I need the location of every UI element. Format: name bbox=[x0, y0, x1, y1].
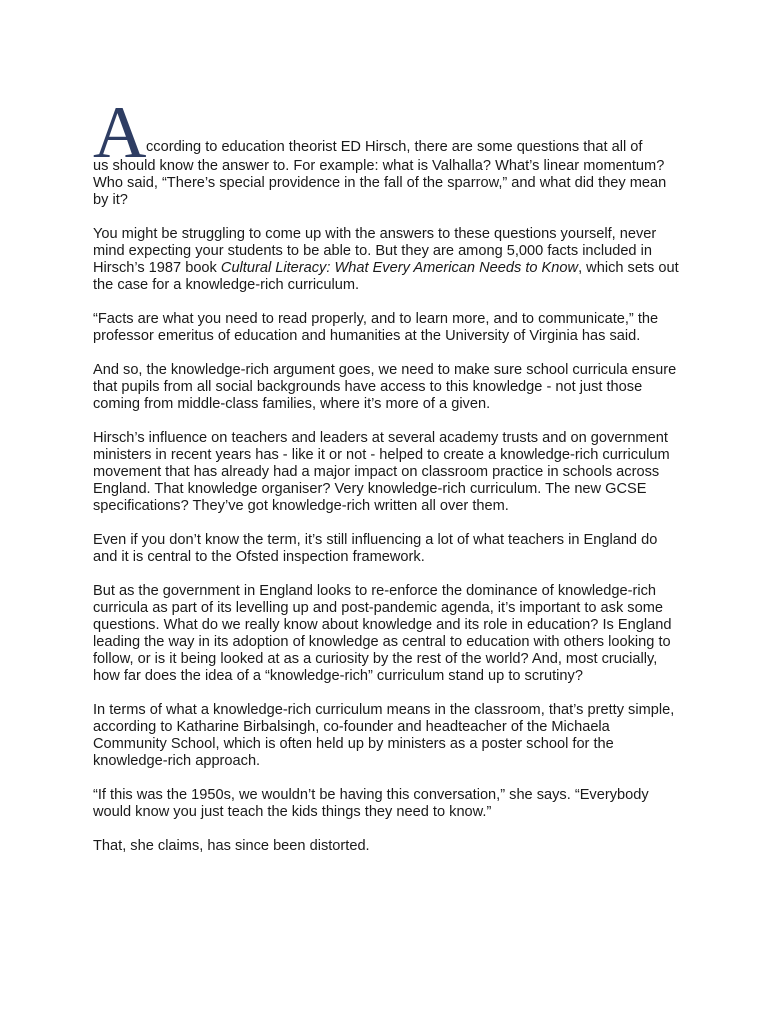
paragraph-2 bbox=[93, 226, 683, 294]
paragraph-8: In terms of what a knowledge-rich curriculum means in the classroom, that’s pretty simple, according to Katharine Birbalsingh, co-founder and headteacher of the Michaela Community School, which is often held up by ministers as a poster school for the knowledge-rich approach. bbox=[93, 702, 675, 769]
paragraph-6: Even if you don’t know the term, it’s still influencing a lot of what teachers in England do and it is central to the Ofsted inspection framework. bbox=[93, 532, 658, 565]
paragraph-2-text-end: , which sets out the case for a knowledge-rich curriculum. bbox=[93, 260, 679, 293]
paragraph-10: That, she claims, has since been distorted. bbox=[93, 838, 370, 854]
paragraph-9: “If this was the 1950s, we wouldn’t be having this conversation,” she says. “Everybody would know you just teach the kids things they need to know.” bbox=[93, 787, 649, 820]
article-body bbox=[93, 92, 683, 872]
paragraph-2-text-start: You might be struggling to come up with the answers to these questions yourself, never mind expecting your students to be able to. But they are among 5,000 facts included in Hirsch’s 1987 book bbox=[93, 226, 657, 276]
paragraph-3: “Facts are what you need to read properly, and to learn more, and to communicate,” the professor emeritus of education and humanities at the University of Virginia has said. bbox=[93, 311, 659, 344]
first-line bbox=[93, 92, 683, 174]
drop-cap: A bbox=[93, 92, 147, 174]
paragraph-7: But as the government in England looks to re-enforce the dominance of knowledge-rich curricula as part of its levelling up and post-pandemic agenda, it’s important to ask some questions. What do we really know about knowledge and its role in education? Is England leading the way in its adoption of knowledge as central to education with others looking to follow, or is it being looked at as a curiosity by the rest of the world? And, most crucially, how far does the idea of a “knowledge-rich” curriculum stand up to scrutiny? bbox=[93, 583, 672, 684]
paragraph-5: Hirsch’s influence on teachers and leaders at several academy trusts and on government ministers in recent years has - like it or not - helped to create a knowledge-rich curriculum movement that has already had a major impact on classroom practice in schools across England. That knowledge organiser? Very knowledge-rich curriculum. The new GCSE specifications? They’ve got knowledge-rich written all over them. bbox=[93, 430, 670, 514]
paragraph-4: And so, the knowledge-rich argument goes, we need to make sure school curricula ensure that pupils from all social backgrounds have access to this knowledge - not just those coming from middle-class families, where it’s more of a given. bbox=[93, 362, 677, 412]
book-title: Cultural Literacy: What Every American Needs to Know bbox=[220, 260, 579, 276]
first-line-text: ccording to education theorist ED Hirsch, there are some questions that all of bbox=[146, 139, 643, 155]
paragraph-1: us should know the answer to. For example: what is Valhalla? What’s linear momentum? Who said, “There’s special providence in the fall of the sparrow,” and what did they mean by it? bbox=[93, 158, 667, 208]
